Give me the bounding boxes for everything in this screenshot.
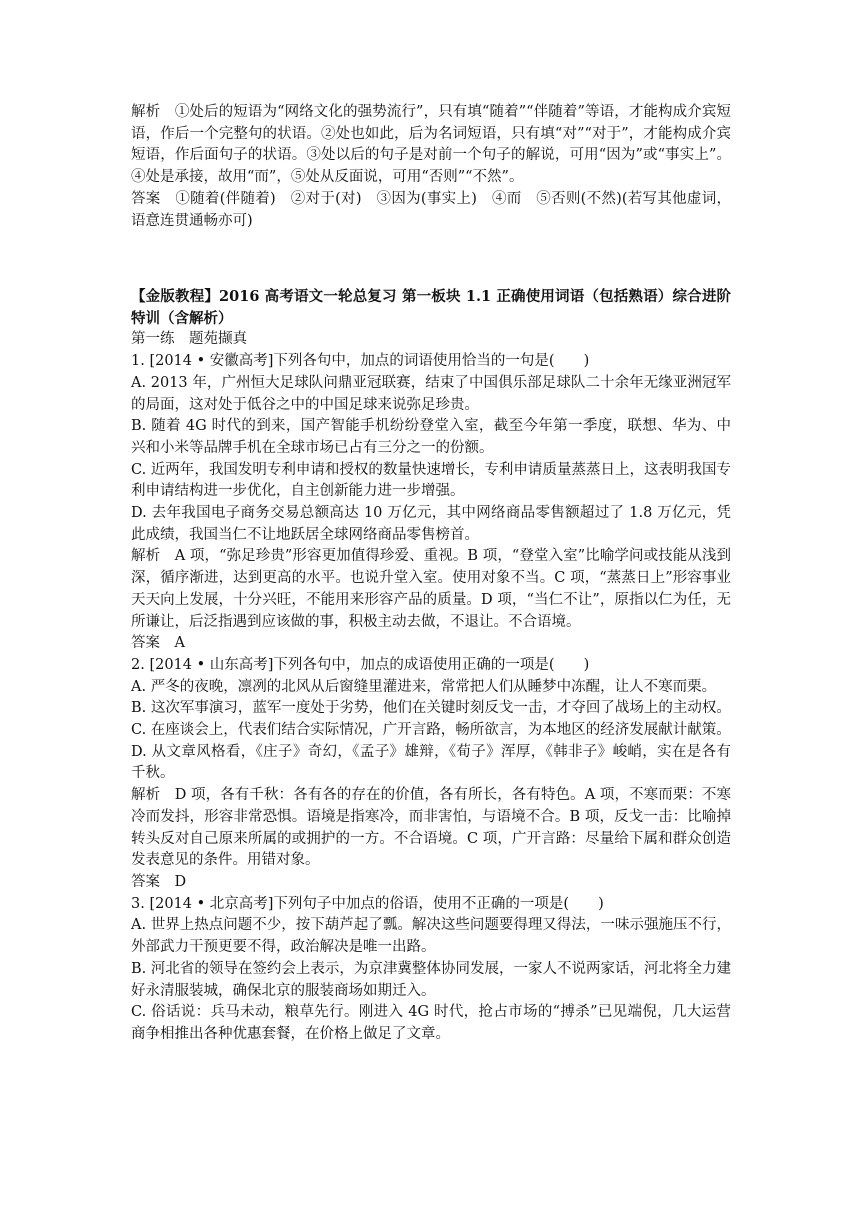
- question-3-option-c: C. 俗话说：兵马未动，粮草先行。刚进入 4G 时代，抢占市场的“搏杀”已见端倪，几大运营商争相推出各种优惠套餐，在价格上做足了文章。: [131, 1004, 731, 1042]
- question-2-option-c: C. 在座谈会上，代表们结合实际情况，广开言路，畅所欲言，为本地区的经济发展献计献策。: [131, 722, 731, 739]
- section-subtitle: 第一练 题苑撷真: [131, 331, 247, 348]
- section-title: 【金版教程】2016 高考语文一轮总复习 第一板块 1.1 正确使用词语（包括熟语）综合进阶特训（含解析）: [131, 288, 731, 327]
- exercise-section: [131, 286, 731, 1046]
- question-1-option-d: D. 去年我国电子商务交易总额高达 10 万亿元，其中网络商品零售额超过了 1.8 万亿元，凭此成绩，我国当仁不让地跃居全球网络商品零售榜首。: [131, 505, 731, 543]
- question-2-analysis: 解析 D 项，各有千秋：各有各的存在的价值，各有所长，各有特色。A 项，不寒而栗：不寒冷而发抖，形容非常恐惧。语境是指寒冷，而非害怕，与语境不合。B 项，反戈一击：比喻掉转头反对自己原来所属的或拥护的一方。不合语境。C 项，广开言路：尽量给下属和群众创造发表意见的条件。用错对象。: [131, 787, 731, 869]
- question-3-option-a: A. 世界上热点问题不少，按下葫芦起了瓢。解决这些问题要得理又得法，一味示强施压不行，外部武力干预更要不得，政治解决是唯一出路。: [131, 917, 731, 956]
- question-2-option-a: A. 严冬的夜晚，凛冽的北风从后窗缝里灌进来，常常把人们从睡梦中冻醒，让人不寒而栗。: [131, 678, 717, 695]
- question-1-analysis: 解析 A 项，“弥足珍贵”形容更加值得珍爱、重视。B 项，“登堂入室”比喻学问或技能从浅到深，循序渐进，达到更高的水平。也说升堂入室。使用对象不当。C 项，“蒸蒸日上”形容事业天天向上发展，十分兴旺，不能用来形容产品的质量。D 项，“当仁不让”，原指以仁为任，无所谦让，后泛指遇到应该做的事，积极主动去做，不退让。不合语境。: [131, 548, 731, 630]
- question-1-stem: 1. [2014 • 安徽高考]下列各句中，加点的词语使用恰当的一句是( ): [131, 353, 590, 370]
- answer-paragraph: 答案 ①随着(伴随着) ②对于(对) ③因为(事实上) ④而 ⑤否则(不然)(若写其他虚词，语意连贯通畅亦可): [131, 190, 731, 229]
- analysis-paragraph: 解析 ①处后的短语为“网络文化的强势流行”，只有填“随着”“伴随着”等语，才能构成介宾短语，作后一个完整句的状语。②处也如此，后为名词短语，只有填“对”“对于”，才能构成介宾短语，作后面句子的状语。③处以后的句子是对前一个句子的解说，可用“因为”或“事实上”。④处是承接，故用“而”，⑤处从反面说，可用“否则”“不然”。: [131, 104, 731, 186]
- previous-answer-section: [131, 102, 731, 232]
- question-1-option-c: C. 近两年，我国发明专利申请和授权的数量快速增长，专利申请质量蒸蒸日上，这表明我国专利申请结构进一步优化，自主创新能力进一步增强。: [131, 461, 731, 500]
- question-1-option-b: B. 随着 4G 时代的到来，国产智能手机纷纷登堂入室，截至今年第一季度，联想、华为、中兴和小米等品牌手机在全球市场已占有三分之一的份额。: [131, 418, 731, 456]
- question-2-answer: 答案 D: [131, 873, 187, 890]
- question-3-option-b: B. 河北省的领导在签约会上表示，为京津冀整体协同发展，一家人不说两家话，河北将全力建好永清服装城，确保北京的服装商场如期迁入。: [131, 960, 731, 999]
- question-2-option-d: D. 从文章风格看，《庄子》奇幻，《孟子》雄辩，《荀子》浑厚，《韩非子》峻峭，实在是各有千秋。: [131, 743, 731, 782]
- question-1-option-a: A. 2013 年，广州恒大足球队问鼎亚冠联赛，结束了中国俱乐部足球队二十余年无缘亚洲冠军的局面，这对处于低谷之中的中国足球来说弥足珍贵。: [131, 374, 731, 413]
- question-3-stem: 3. [2014 • 北京高考]下列句子中加点的俗语，使用不正确的一项是( ): [131, 895, 604, 912]
- question-2-option-b: B. 这次军事演习，蓝军一度处于劣势，他们在关键时刻反戈一击，才夺回了战场上的主动权。: [131, 700, 731, 717]
- question-1-answer: 答案 A: [131, 635, 185, 652]
- question-2-stem: 2. [2014 • 山东高考]下列各句中，加点的成语使用正确的一项是( ): [131, 656, 590, 673]
